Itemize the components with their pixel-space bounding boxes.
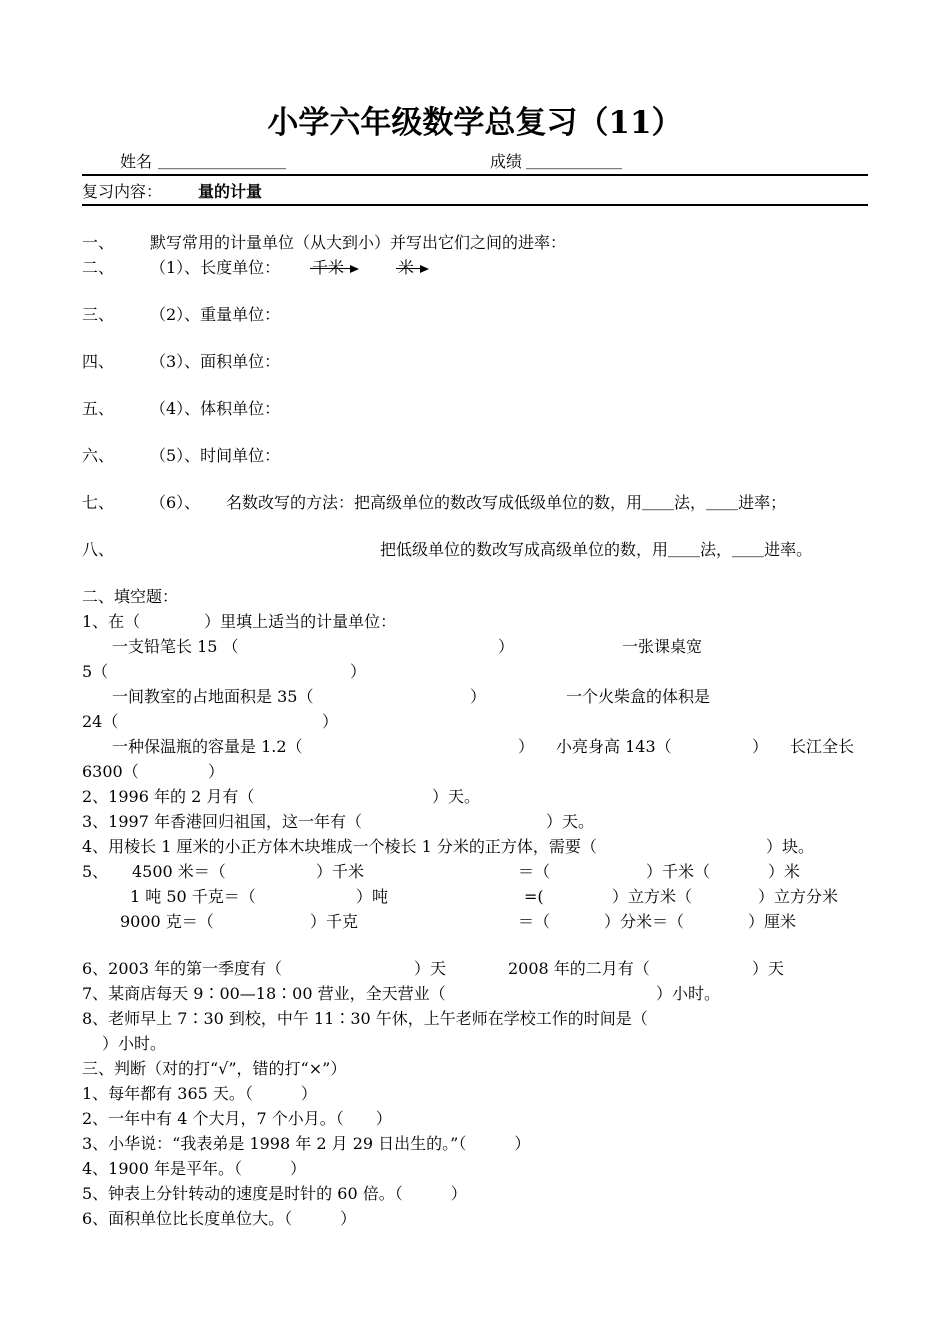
s1-num-5: 五、 bbox=[82, 399, 115, 418]
score-blank[interactable]: ＿＿＿＿＿＿ bbox=[526, 152, 623, 171]
header-rule-top bbox=[82, 174, 868, 176]
s1-num-4: 四、 bbox=[82, 352, 115, 371]
score-label: 成绩 bbox=[490, 152, 523, 171]
q4: 4、用棱长 1 厘米的小正方体木块堆成一个棱长 1 分米的正方体，需要（ bbox=[82, 837, 597, 856]
q4-close: ）块。 bbox=[766, 837, 815, 856]
q5f-close: ）厘米 bbox=[748, 912, 797, 931]
judge-2: 2、一年中有 4 个大月，7 个小月。（ ） bbox=[82, 1109, 392, 1128]
q1e: 一种保温瓶的容量是 1.2（ bbox=[112, 737, 303, 756]
length-unit-km: 千米 bbox=[312, 258, 359, 278]
q7: 7、某商店每天 9∶00—18∶00 营业，全天营业（ bbox=[82, 984, 446, 1003]
q1g2-close: ） bbox=[208, 762, 225, 781]
page-title: 小学六年级数学总复习（11） bbox=[267, 105, 683, 141]
name-label: 姓名 bbox=[120, 152, 153, 171]
length-units-label: （1）、长度单位： bbox=[150, 258, 281, 277]
q5f: ＝（ bbox=[518, 912, 551, 931]
q1g: 长江全长 bbox=[790, 737, 855, 756]
conversion-rule-2: 把低级单位的数改写成高级单位的数，用＿＿法，＿＿进率。 bbox=[380, 540, 813, 559]
q1f: 小亮身高 143（ bbox=[556, 737, 672, 756]
q3-close: ）天。 bbox=[546, 812, 595, 831]
q5c: 1 吨 50 千克＝（ bbox=[130, 887, 256, 906]
conversion-rule-1: 名数改写的方法：把高级单位的数改写成低级单位的数，用＿＿法，＿＿进率； bbox=[226, 493, 787, 512]
q5f-mid: ）分米＝（ bbox=[604, 912, 685, 931]
q7-close: ）小时。 bbox=[656, 984, 721, 1003]
q1a: 一支铅笔长 15 （ bbox=[112, 637, 239, 656]
review-topic: 量的计量 bbox=[198, 182, 263, 201]
q5d: =( bbox=[524, 887, 544, 906]
q5b-close: ）米 bbox=[768, 862, 801, 881]
judge-5: 5、钟表上分针转动的速度是时针的 60 倍。（ ） bbox=[82, 1184, 467, 1203]
s1-num-6: 六、 bbox=[82, 446, 115, 465]
judge-1: 1、每年都有 365 天。（ ） bbox=[82, 1084, 317, 1103]
s2-heading: 二、填空题： bbox=[82, 587, 179, 606]
weight-units-label: （2）、重量单位： bbox=[150, 305, 281, 324]
q5d-close: ）立方分米 bbox=[758, 887, 839, 906]
q1b2: 5（ bbox=[82, 662, 109, 681]
q5b: ＝（ bbox=[518, 862, 551, 881]
volume-units-label: （4）、体积单位： bbox=[150, 399, 281, 418]
q5-num: 5、 bbox=[82, 862, 109, 881]
s1-text-1: 默写常用的计量单位（从大到小）并写出它们之间的进率： bbox=[150, 233, 567, 252]
q2: 2、1996 年的 2 月有（ bbox=[82, 787, 255, 806]
q1b: 一张课桌宽 bbox=[622, 637, 703, 656]
q1d: 一个火柴盒的体积是 bbox=[566, 687, 711, 706]
q5a: 4500 米＝（ bbox=[132, 862, 226, 881]
s1-num-2: 二、 bbox=[82, 258, 115, 277]
q1: 1、在（ ）里填上适当的计量单位： bbox=[82, 612, 397, 631]
name-blank[interactable]: ＿＿＿＿＿＿＿＿ bbox=[158, 152, 287, 171]
q6: 6、2003 年的第一季度有（ bbox=[82, 959, 282, 978]
q1c: 一间教室的占地面积是 35（ bbox=[112, 687, 314, 706]
q1c-close: ） bbox=[470, 687, 487, 706]
q5a-close: ）千米 bbox=[316, 862, 365, 881]
judge-3: 3、小华说：“我表弟是 1998 年 2 月 29 日出生的。”（ ） bbox=[82, 1134, 531, 1153]
q6b: 2008 年的二月有（ bbox=[508, 959, 650, 978]
s1-num-8: 八、 bbox=[82, 540, 115, 559]
q5d-mid: ）立方米（ bbox=[612, 887, 693, 906]
judge-6: 6、面积单位比长度单位大。（ ） bbox=[82, 1209, 357, 1228]
s1-num-7: 七、 bbox=[82, 493, 115, 512]
review-label: 复习内容： bbox=[82, 182, 163, 201]
time-units-label: （5）、时间单位： bbox=[150, 446, 281, 465]
q1b2-close: ） bbox=[350, 662, 367, 681]
q3: 3、1997 年香港回归祖国，这一年有（ bbox=[82, 812, 362, 831]
area-units-label: （3）、面积单位： bbox=[150, 352, 281, 371]
s1-num-3: 三、 bbox=[82, 305, 115, 324]
s3-heading: 三、判断（对的打“√”，错的打“×”） bbox=[82, 1059, 347, 1078]
q8-close: ）小时。 bbox=[102, 1034, 167, 1053]
q5e: 9000 克＝（ bbox=[120, 912, 214, 931]
q1d2: 24（ bbox=[82, 712, 119, 731]
judge-4: 4、1900 年是平年。（ ） bbox=[82, 1159, 306, 1178]
q1a-close: ） bbox=[498, 637, 515, 656]
s1-num-1: 一、 bbox=[82, 233, 115, 252]
q5c-close: ）吨 bbox=[356, 887, 389, 906]
q6b-close: ）天 bbox=[752, 959, 785, 978]
q5b-mid: ）千米（ bbox=[646, 862, 711, 881]
q8: 8、老师早上 7∶30 到校，中午 11∶30 午休，上午老师在学校工作的时间是（ bbox=[82, 1009, 648, 1028]
q6-close: ）天 bbox=[414, 959, 447, 978]
q1d2-close: ） bbox=[322, 712, 339, 731]
q1g2: 6300（ bbox=[82, 762, 139, 781]
q1f-close: ） bbox=[752, 737, 769, 756]
conversion-label: （6）、 bbox=[150, 493, 201, 512]
q2-close: ）天。 bbox=[432, 787, 481, 806]
q5e-close: ）千克 bbox=[310, 912, 359, 931]
header-rule-bottom bbox=[82, 204, 868, 206]
length-unit-m: 米 bbox=[398, 258, 429, 278]
q1e-close: ） bbox=[518, 737, 535, 756]
